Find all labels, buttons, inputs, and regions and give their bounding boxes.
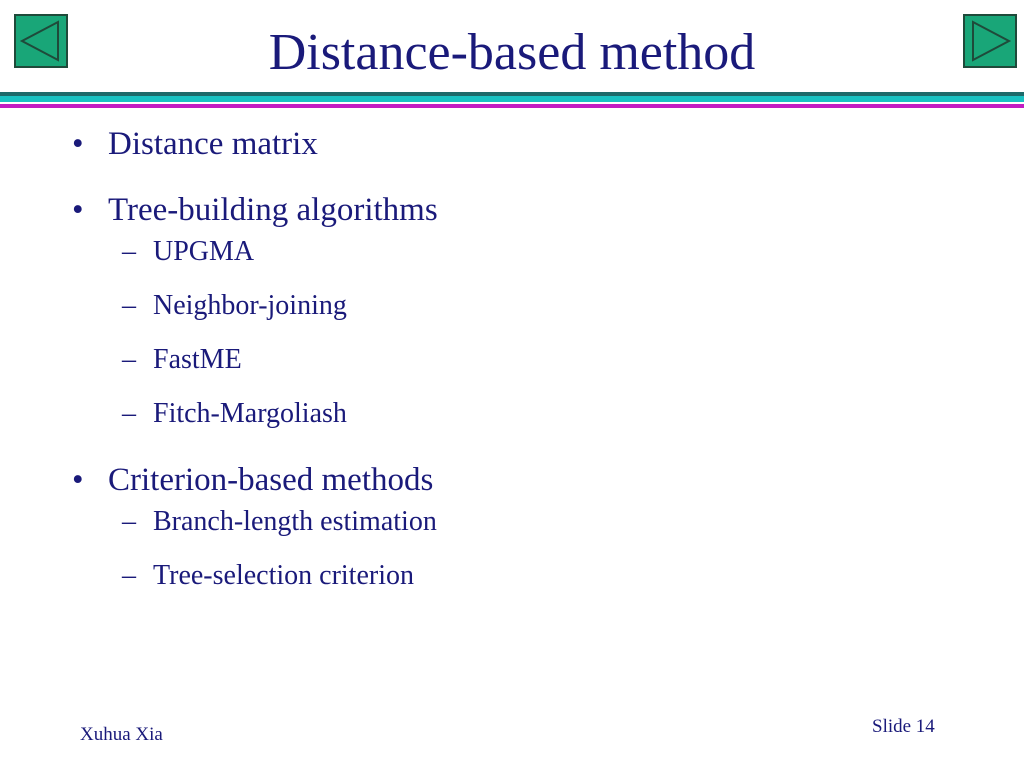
bullet-mark: • [72, 462, 84, 498]
sub-item [68, 234, 968, 270]
slide-body [68, 120, 968, 594]
sub-text: Neighbor-joining [153, 290, 347, 321]
sub-mark: – [122, 398, 136, 429]
next-slide-button[interactable] [963, 14, 1017, 68]
title-rule-magenta [0, 104, 1024, 108]
sub-item [68, 396, 968, 432]
sub-text: Fitch-Margoliash [153, 398, 347, 429]
bullet-text: Distance matrix [108, 126, 318, 162]
sub-mark: – [122, 506, 136, 537]
sub-item [68, 342, 968, 378]
triangle-right-icon [965, 16, 1015, 66]
sub-mark: – [122, 236, 136, 267]
slide-number: Slide 14 [872, 716, 935, 737]
bullet-text: Criterion-based methods [108, 462, 434, 498]
sub-item [68, 558, 968, 594]
sub-text: UPGMA [153, 236, 255, 267]
sub-item [68, 288, 968, 324]
sub-mark: – [122, 560, 136, 591]
footer-author: Xuhua Xia [80, 724, 163, 745]
title-rule-cyan [0, 96, 1024, 102]
slide-title: Distance-based method [268, 24, 756, 81]
sub-text: FastME [153, 344, 242, 375]
bullet-item [68, 122, 968, 166]
sub-mark: – [122, 290, 136, 321]
bullet-mark: • [72, 192, 84, 228]
sub-text: Tree-selection criterion [153, 560, 414, 591]
sub-mark: – [122, 344, 136, 375]
bullet-mark: • [72, 126, 84, 162]
sub-text: Branch-length estimation [153, 506, 437, 537]
bullet-item [68, 458, 968, 502]
bullet-text: Tree-building algorithms [108, 192, 438, 228]
sub-item [68, 504, 968, 540]
bullet-item [68, 188, 968, 232]
